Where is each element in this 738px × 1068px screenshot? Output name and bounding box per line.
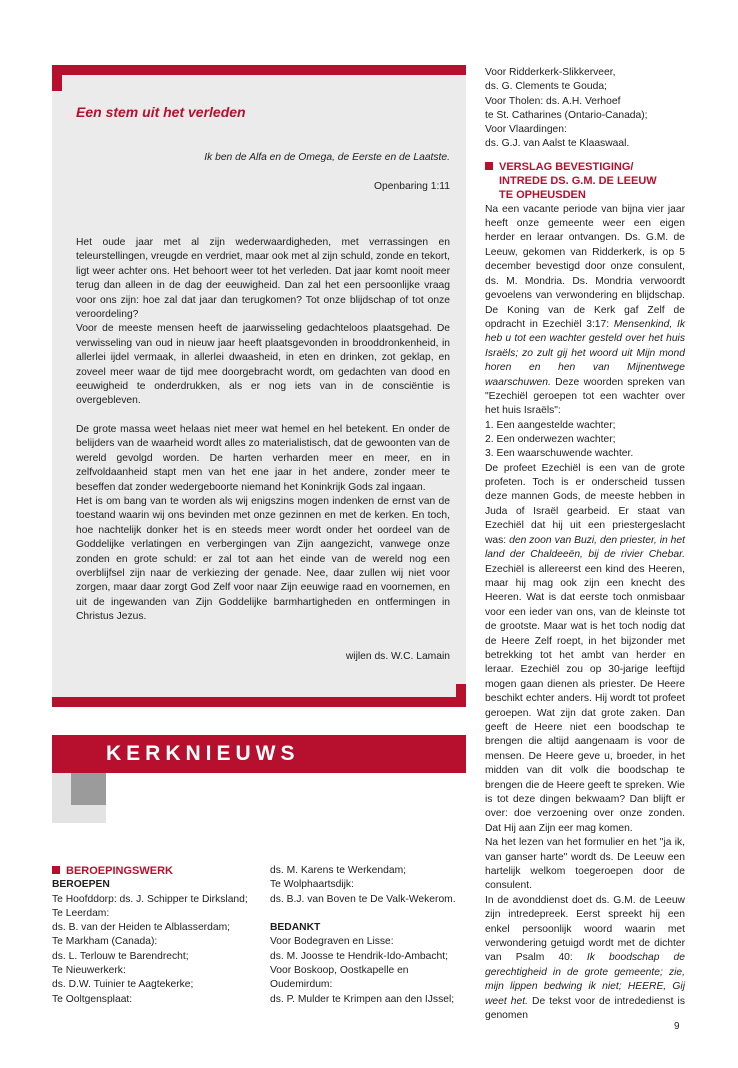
- list-item: 3. Een waarschuwende wachter.: [485, 448, 634, 460]
- bullet-square-icon: [52, 866, 60, 874]
- stem-paragraph: Voor de meeste mensen heeft de jaarwisseling gedachteloos plaatsgehad. De verwisseling van oud in nieuw jaar heeft plaatsgevonden in brooddronkenheid, in allerlei ijdel vermaak, in allerlei dwaasheid, in eten en drinken, zot geklap, en zoveel meer waar de tijd mee doorgebracht wordt, om gedachten van dood en eeuwigheid te onderdrukken, als er nog iets van in de consciëntie is overgebleven.: [76, 323, 450, 407]
- list-item: Voor Ridderkerk-Slikkerveer,: [485, 67, 616, 78]
- list-item: Voor Bodegraven en Lisse:: [270, 936, 394, 948]
- stem-paragraph: Het oude jaar met al zijn wederwaardigheden, met verrassingen en teleurstellingen, vreugde en verdriet, maar ook met al zijn schuld, zonde en tekort, ligt weer achter ons. Het behoort weer tot het verleden. Dat jaar komt nooit meer terug dan alleen in de dag der eeuwigheid. Dan zal het een persoonlijke vraag voor ons zijn: hoe zal dat jaar dan terugkomen? Tot onze blijdschap of tot onze veroordeling?: [76, 237, 450, 321]
- list-item: Oudemirdum:: [270, 979, 333, 991]
- stem-paragraph: De grote massa weet helaas niet meer wat hemel en hel betekent. En onder de belijders van de waarheid wordt alles zo materialistisch, dat de gewoonten van de wereld gevolgd worden. De harten verharden meer en meer, en in zelfvoldaanheid stapt men van het ene jaar in het andere, zonder meer te beseffen dat zonder wedergeboorte niemand het Koninkrijk Gods zal ingaan.: [76, 423, 450, 493]
- bullet-square-icon: [485, 162, 493, 170]
- list-item: ds. G. Clements te Gouda;: [485, 81, 607, 93]
- list-item: ds. M. Karens te Werkendam;: [270, 865, 407, 876]
- bible-quote-reference: Openbaring 1:11: [374, 181, 450, 192]
- beroepingswerk-col1: [52, 864, 262, 1007]
- list-item: Te Hoofddorp: ds. J. Schipper te Dirksland;: [52, 893, 248, 905]
- stem-top-bar: [52, 65, 466, 75]
- list-item: Te Markham (Canada):: [52, 936, 158, 948]
- kerknieuws-title: KERKNIEUWS: [106, 742, 300, 765]
- beroepingswerk-col2: [270, 864, 470, 1007]
- kerknieuws-square: [71, 773, 106, 805]
- bedankt-label: BEDANKT: [270, 922, 321, 934]
- bible-quote: Ik ben de Alfa en de Omega, de Eerste en de Laatste.: [204, 152, 450, 163]
- stem-paragraph: Het is om bang van te worden als wij enigszins mogen indenken de ernst van de toestand waarin wij ons bevinden met onze gezinnen en met de kerken. En toch, hoe nachtelijk donker het is en steeds meer wordt onder het oordeel van de Goddelijke verlatingen en verbergingen van Zijn aangezicht, vanwege onze zonden en grote schuld: er zal tot aan het einde van de wereld nog een overblijfsel zijn naar de verkiezing der genade. Nee, daar zullen wij niet voor zorgen, maar daar zorgt God Zelf voor naar Zijn eeuwige raad en voornemen, en uit de ingewanden van Zijn Goddelijke barmhartigheden en ontfermingen in Christus Jezus.: [76, 495, 450, 623]
- list-item: ds. M. Joosse te Hendrik-Ido-Ambacht;: [270, 950, 448, 962]
- list-item: ds. B. van der Heiden te Alblasserdam;: [52, 922, 231, 934]
- list-item: 2. Een onderwezen wachter;: [485, 434, 616, 446]
- stem-bottom-bar: [52, 697, 466, 707]
- stem-body: [76, 236, 450, 625]
- stem-title: Een stem uit het verleden: [76, 104, 246, 120]
- list-item: Voor Vlaardingen:: [485, 124, 567, 136]
- verslag-paragraph-3: Na het lezen van het formulier en het "ja ik, van ganser harte" wordt ds. De Leeuw een hartelijk welkom toegeroepen door de consulent.: [485, 837, 685, 892]
- list-item: Te Wolphaartsdijk:: [270, 879, 354, 891]
- list-item: te St. Catharines (Ontario-Canada);: [485, 109, 648, 121]
- list-item: ds. G.J. van Aalst te Klaaswaal.: [485, 138, 630, 150]
- list-item: Voor Boskoop, Oostkapelle en: [270, 965, 409, 977]
- list-item: 1. Een aangestelde wachter;: [485, 419, 616, 431]
- beroepen-label: BEROEPEN: [52, 879, 110, 891]
- list-item: ds. P. Mulder te Krimpen aan den IJssel;: [270, 993, 455, 1005]
- right-column: [485, 66, 685, 1024]
- list-item: ds. L. Terlouw te Barendrecht;: [52, 950, 189, 962]
- list-item: Voor Tholen: ds. A.H. Verhoef: [485, 95, 621, 107]
- list-item: ds. D.W. Tuinier te Aagtekerke;: [52, 979, 194, 991]
- verslag-paragraph-1: Na een vacante periode van bijna vier jaar heeft onze gemeente weer een eigen herder en leraar ontvangen. Ds. G.M. de Leeuw, gekomen van Ridderkerk, is op 5 december bevestigd door onze consulent, ds. M. Mondria. Ds. Mondria verwoordt gevoelens van verwondering en blijdschap. De Koning van de Kerk gaf Zelf de opdracht in Ezechiël 3:17: Mensenkind, Ik heb u tot een wachter gesteld over het huis Israëls; zo zult gij het woord uit Mijn mond horen en hen van Mijnentwege waarschuwen. Deze woorden spreken van "Ezechiël geroepen tot een wachter over het huis Israëls":: [485, 203, 685, 417]
- list-item: Te Ooltgensplaat:: [52, 993, 133, 1005]
- verslag-heading: VERSLAG BEVESTIGING/ INTREDE DS. G.M. DE LEEUW TE OPHEUSDEN: [485, 160, 685, 203]
- list-item: Te Leerdam:: [52, 907, 110, 919]
- list-item: ds. B.J. van Boven te De Valk-Wekerom.: [270, 893, 456, 905]
- beroepingswerk-heading: BEROEPINGSWERK: [52, 864, 262, 878]
- list-item: Te Nieuwerkerk:: [52, 965, 126, 977]
- page-number: 9: [674, 1021, 680, 1032]
- stem-top-tab: [52, 65, 62, 91]
- verslag-paragraph-2: De profeet Ezechiël is een van de grote profeten. Toch is er onderscheid tussen deze mannen Gods, de meeste hebben in Juda of Israël gearbeid. Er staat van Ezechiël dat hij uit een priestergeslacht was: den zoon van Buzi, den priester, in het land der Chaldeeën, bij de rivier Chebar. Ezechiël is allereerst een kind des Heeren, maar hij mag ook zijn een knecht des Heeren. Wat is dat eerste toch onmisbaar voor een ieder van ons, van de kleinste tot de grootste. Maar wat is het toch nodig dat de Heere Zelf roept, in het bijzonder met betrekking tot het ambt van herder en leraar. Ezechiël zou op 30-jarige leeftijd mogen gaan dienen als priester. De Heere beschikt echter anders. Hij wordt tot profeet geroepen. Wat zijn dat grote zaken. Dan geeft de Heere niet een boodschap te brengen die altijd aangenaam is voor de mensen. De Heere geve u, broeder, in het midden van dit volk die boodschap te brengen die de Heere geeft te spreken. Wie is tot deze dingen bekwaam? Dan blijft er over: doe verzoening over onze zonden. Dat Hij aan Zijn eer mag komen.: [485, 462, 685, 834]
- stem-signature: wijlen ds. W.C. Lamain: [345, 651, 450, 662]
- stem-bottom-tab: [456, 684, 466, 707]
- verslag-paragraph-4: In de avonddienst doet ds. G.M. de Leeuw zijn intredepreek. Eerst spreekt hij een enkel persoonlijk woord waarin met verwondering getuigd wordt met de dichter van Psalm 40: Ik boodschap de gerechtigheid in de grote gemeente; zie, mijn lippen bedwing ik niet; HEERE, Gij weet het. De tekst voor de intrededienst is genomen: [485, 894, 685, 1022]
